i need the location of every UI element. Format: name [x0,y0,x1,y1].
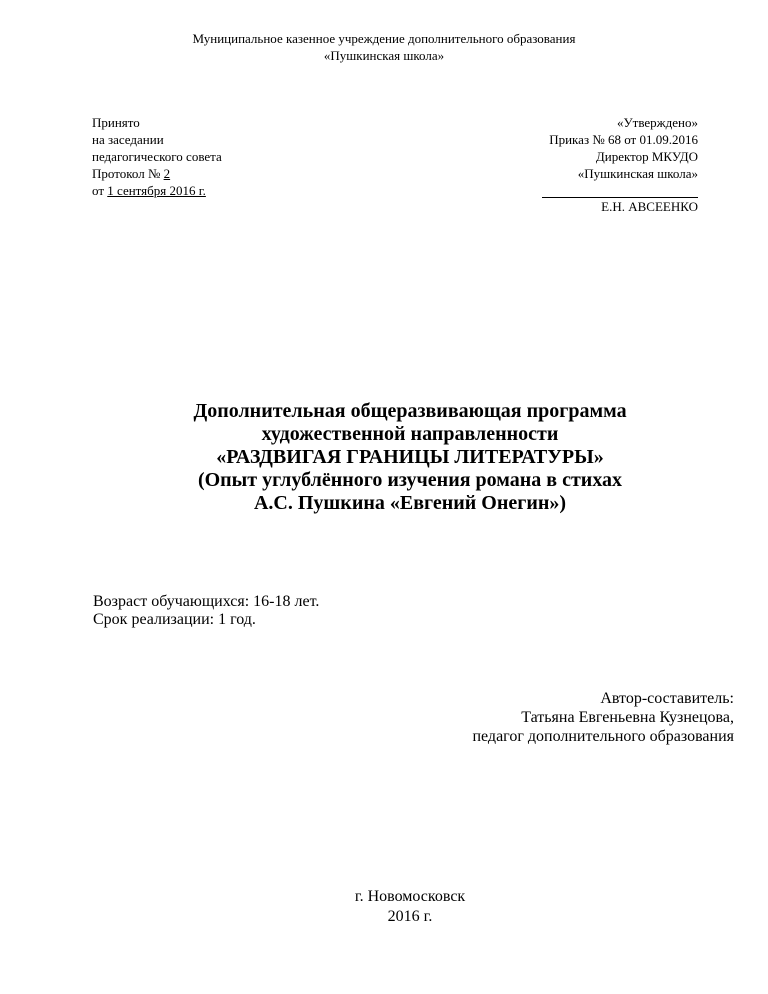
accepted-protocol [92,165,222,182]
accepted-label: Принято [92,115,140,130]
accepted-meeting: на заседании [92,132,164,147]
author-name: Татьяна Евгеньевна Кузнецова, [521,709,734,726]
institution-header [0,30,768,64]
accepted-block [92,114,222,199]
author-label: Автор-составитель: [600,690,734,707]
title-line-2: художественной направленности [261,423,559,445]
approved-block [542,114,698,215]
accepted-date: 1 сентября 2016 г. [107,183,206,198]
protocol-number: 2 [163,166,171,181]
title-line-4: (Опыт углублённого изучения романа в стихах [197,469,623,491]
approved-order: Приказ № 68 от 01.09.2016 [549,132,698,147]
footer-year: 2016 г. [387,908,433,925]
program-title [0,400,768,515]
accepted-council: педагогического совета [92,149,222,164]
author-position: педагог дополнительного образования [472,728,734,745]
footer-city: г. Новомосковск [354,888,466,905]
date-prefix: от [92,183,108,198]
school-name: «Пушкинская школа» [323,48,445,63]
author-block [472,689,734,746]
institution-name: Муниципальное казенное учреждение дополнительного образования [192,31,576,46]
document-footer [0,887,768,927]
approved-signatory: Е.Н. АВСЕЕНКО [601,199,698,214]
title-line-5: А.С. Пушкина «Евгений Онегин») [253,492,567,514]
title-line-1: Дополнительная общеразвивающая программа [193,400,627,422]
accepted-date-line [92,182,222,199]
approved-label: «Утверждено» [616,115,698,130]
student-age: Возраст обучающихся: 16-18 лет. [93,593,320,610]
approved-school: «Пушкинская школа» [577,166,698,181]
program-term: Срок реализации: 1 год. [93,611,256,628]
signature-line [542,182,698,198]
program-params [93,593,319,629]
title-line-3: «РАЗДВИГАЯ ГРАНИЦЫ ЛИТЕРАТУРЫ» [216,446,604,468]
protocol-label: Протокол № [92,166,164,181]
approved-director: Директор МКУДО [595,149,698,164]
